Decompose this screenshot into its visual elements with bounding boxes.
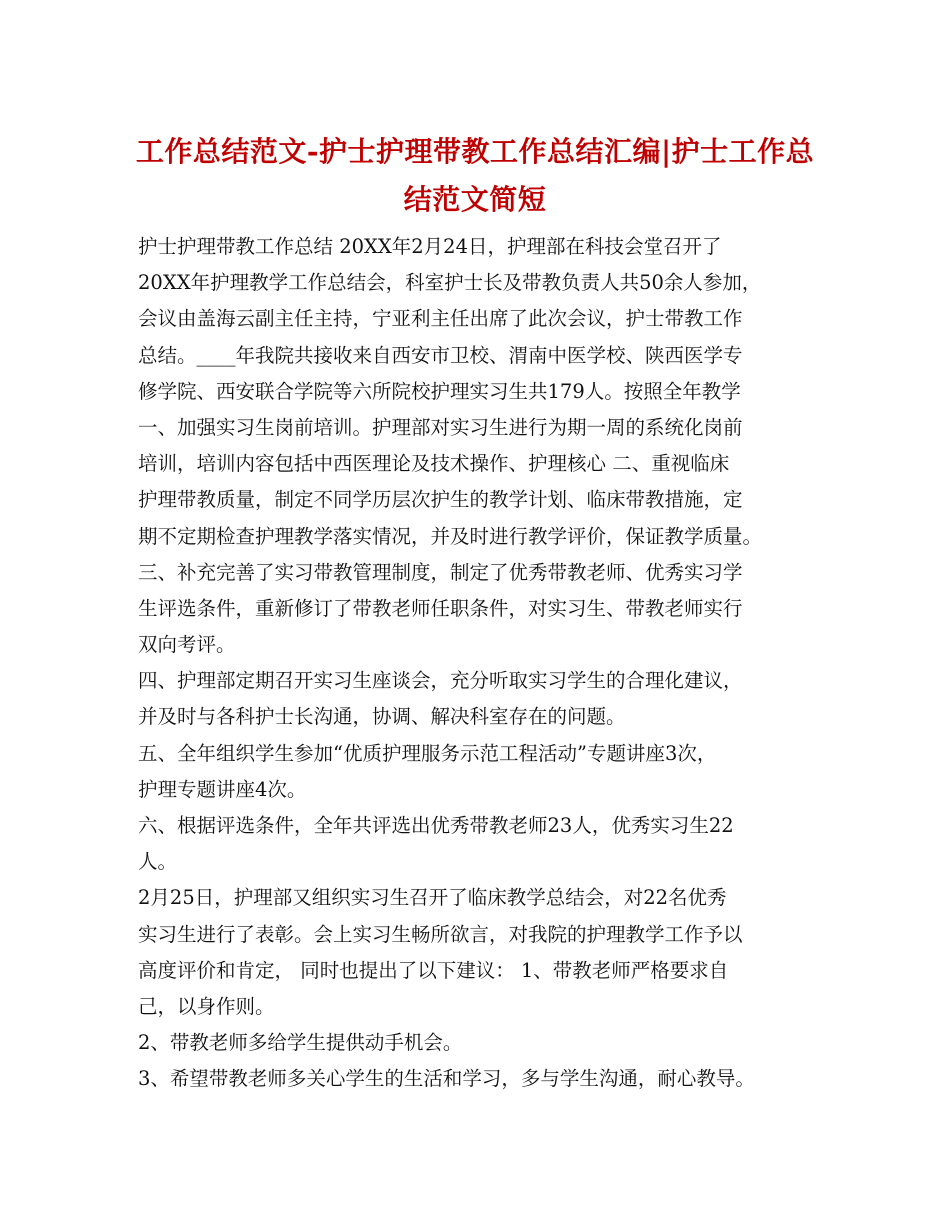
body-line: 20XX年护理教学工作总结会，科室护士长及带教负责人共50余人参加， <box>138 271 762 295</box>
body-line: 护士护理带教工作总结 20XX年2月24日，护理部在科技会堂召开了 <box>138 235 722 258</box>
document-title-line-2: 结范文简短 <box>403 183 547 216</box>
body-line: 护理带教质量，制定不同学历层次护生的教学计划、临床带教措施，定 <box>138 488 743 512</box>
body-line: 期不定期检查护理教学落实情况，并及时进行教学评价，保证教学质量。 <box>138 524 763 548</box>
body-line: 并及时与各科护士长沟通，协调、解决科室存在的问题。 <box>138 705 626 729</box>
body-line: 四、护理部定期召开实习生座谈会，充分听取实习学生的合理化建议， <box>138 669 743 693</box>
body-line: 修学院、西安联合学院等六所院校护理实习生共179人。按照全年教学 <box>138 379 741 403</box>
body-line: 2、带教老师多给学生提供动手机会。 <box>138 1031 463 1055</box>
body-line: 实习生进行了表彰。会上实习生畅所欲言，对我院的护理教学工作予以 <box>138 922 743 946</box>
body-line: 一、加强实习生岗前培训。护理部对实习生进行为期一周的系统化岗前 <box>138 415 743 439</box>
body-line: 六、根据评选条件，全年共评选出优秀带教老师23人，优秀实习生22 <box>138 814 734 837</box>
body-line: 生评选条件，重新修订了带教老师任职条件，对实习生、带教老师实行 <box>138 596 743 620</box>
document-body <box>138 229 828 1098</box>
body-line: 2月25日，护理部又组织实习生召开了临床教学总结会，对22名优秀 <box>138 886 727 910</box>
body-line: 双向考评。 <box>138 633 236 657</box>
body-line: 培训，培训内容包括中西医理论及技术操作、护理核心 二、重视临床 <box>138 452 730 476</box>
body-line: 3、希望带教老师多关心学生的生活和学习，多与学生沟通，耐心教导。 <box>138 1067 755 1091</box>
document-title-line-1: 工作总结范文-护士护理带教工作总结汇编|护士工作总 <box>135 135 815 168</box>
body-line: 五、全年组织学生参加“优质护理服务示范工程活动”专题讲座3次， <box>138 741 717 765</box>
body-line: 护理专题讲座4次。 <box>138 777 307 801</box>
body-line: 三、补充完善了实习带教管理制度，制定了优秀带教老师、优秀实习学 <box>138 560 743 584</box>
body-line: 总结。____年我院共接收来自西安市卫校、渭南中医学校、陕西医学专 <box>138 343 743 367</box>
body-line: 会议由盖海云副主任主持，宁亚利主任出席了此次会议，护士带教工作 <box>138 307 743 331</box>
body-line: 人。 <box>138 850 178 874</box>
body-line: 高度评价和肯定， 同时也提出了以下建议： 1、带教老师严格要求自 <box>138 958 729 982</box>
body-line: 己，以身作则。 <box>138 994 275 1018</box>
